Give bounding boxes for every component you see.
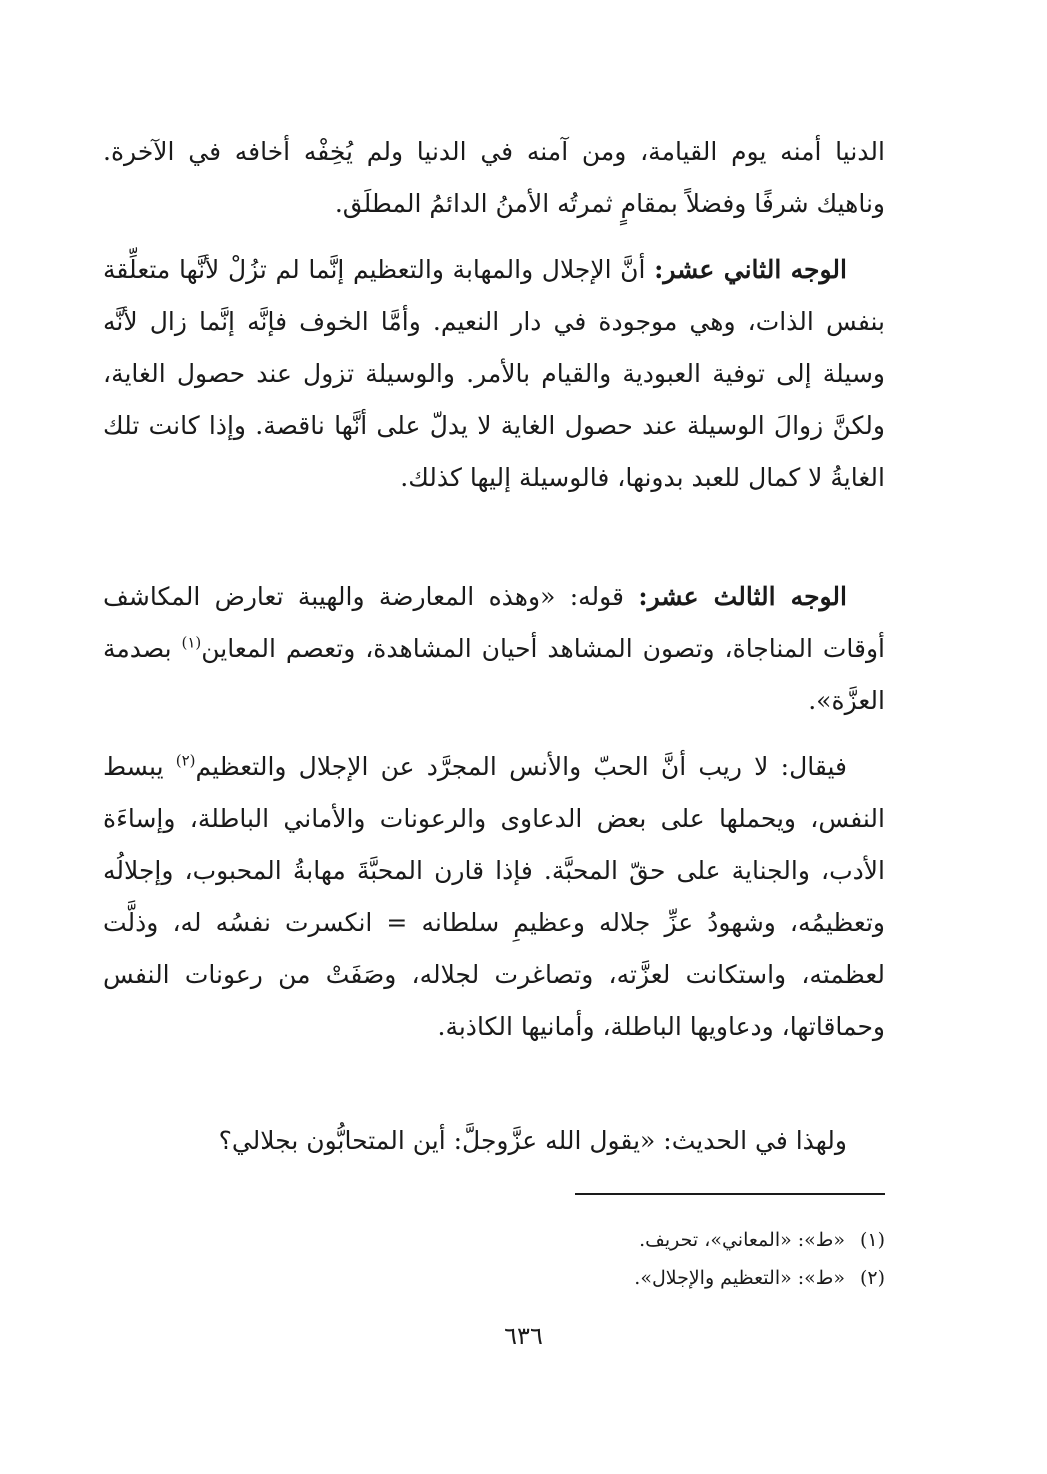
paragraph-response — [103, 741, 885, 1053]
footnote-text: «ط»: «التعظيم والإجلال». — [634, 1267, 845, 1289]
footnote-number: (٢) — [859, 1267, 885, 1289]
footnote-1 — [300, 1221, 885, 1259]
paragraph-text: الدنيا أمنه يوم القيامة، ومن آمنه في الدنيا ولم يُخِفْه أخافه في الآخرة. وناهيك شرفًا وفضلاً بمقامٍ ثمرتُه الأمنُ الدائمُ المطلَق. — [103, 137, 885, 218]
paragraph-text: قوله: «وهذه المعارضة والهيبة تعارض المكاشف أوقات المناجاة، وتصون المشاهد أحيان المشاهدة، وتعصم المعاين — [103, 582, 885, 663]
footnote-number: (١) — [859, 1229, 885, 1251]
page-number: ٦٣٦ — [504, 1322, 543, 1350]
section-heading: الوجه الثالث عشر: — [638, 582, 847, 611]
paragraph-continuation — [103, 126, 885, 230]
footnote-2 — [300, 1259, 885, 1297]
paragraph-thirteenth-aspect — [103, 571, 885, 727]
paragraph-text: فيقال: لا ريب أنَّ الحبّ والأنس المجرَّد عن الإجلال والتعظيم — [195, 752, 847, 781]
footnote-ref-2: (٢) — [175, 751, 196, 770]
paragraph-twelfth-aspect — [103, 244, 885, 504]
footnote-divider — [575, 1193, 885, 1195]
paragraph-text: أنَّ الإجلال والمهابة والتعظيم إنَّما لم تزُلْ لأنَّها متعلِّقة بنفس الذات، وهي موجودة في دار النعيم. وأمَّا الخوف فإنَّه إنَّما زال لأنَّه وسيلة إلى توفية العبودية والقيام بالأمر. والوسيلة تزول عند حصول الغاية، ولكنَّ زوالَ الوسيلة عند حصول الغاية لا يدلّ على أنَّها ناقصة. وإذا كانت تلك الغايةُ لا كمال للعبد بدونها، فالوسيلة إليها كذلك. — [103, 255, 885, 492]
footnote-text: «ط»: «المعاني»، تحريف. — [639, 1229, 845, 1251]
footnotes — [300, 1221, 885, 1297]
footnote-ref-1: (١) — [181, 633, 202, 652]
paragraph-text: ولهذا في الحديث: «يقول الله عزَّوجلَّ: أين المتحابُّون بجلالي؟ — [218, 1126, 847, 1155]
paragraph-text: يبسط النفس، ويحملها على بعض الدعاوى والرعونات والأماني الباطلة، وإساءَة الأدب، والجناية على حقّ المحبَّة. فإذا قارن المحبَّةَ مهابةُ المحبوب، وإجلالُه وتعظيمُه، وشهودُ عزِّ جلاله وعظيمِ سلطانه = انكسرت نفسُه له، وذلَّت لعظمته، واستكانت لعزَّته، وتصاغرت لجلاله، وصَفَتْ من رعونات النفس وحماقاتها، ودعاويها الباطلة، وأمانيها الكاذبة. — [103, 752, 885, 1041]
section-heading: الوجه الثاني عشر: — [654, 255, 847, 284]
paragraph-hadith — [103, 1115, 885, 1167]
paragraph-text: بصدمة العزَّة». — [103, 634, 885, 715]
